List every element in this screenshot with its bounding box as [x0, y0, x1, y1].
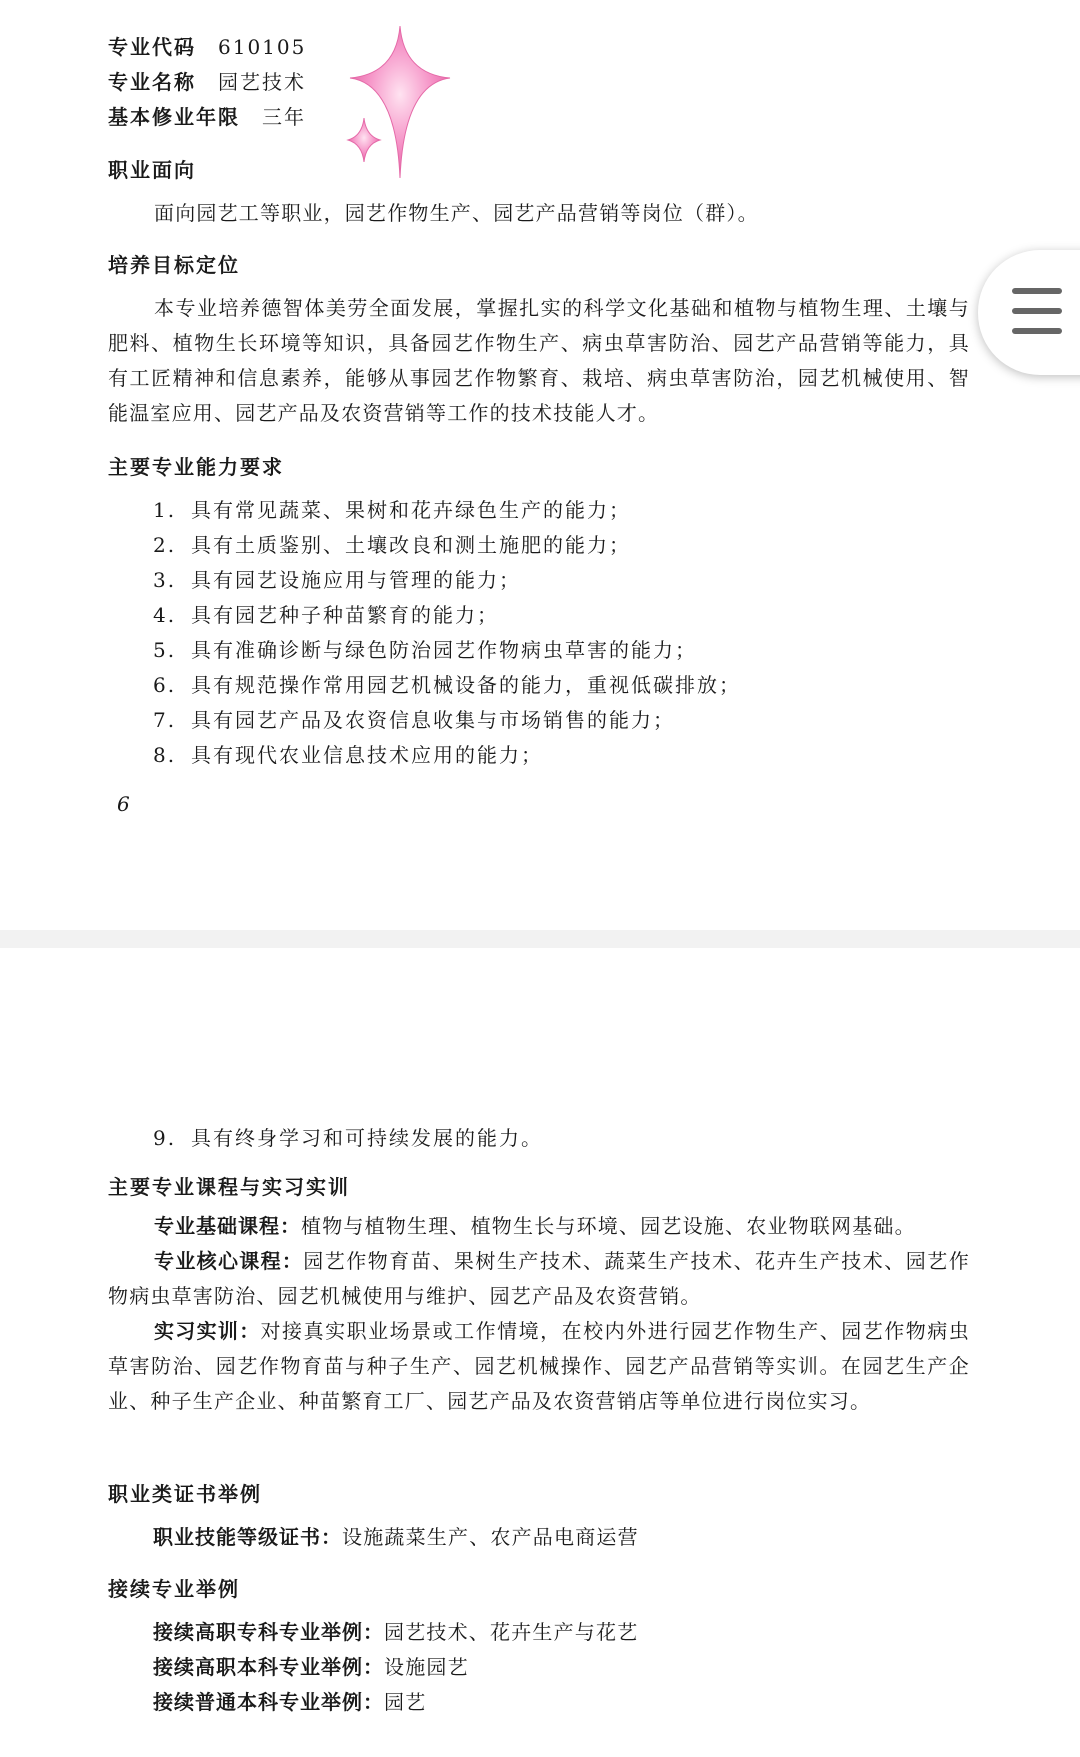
basic-courses: 专业基础课程：植物与植物生理、植物生长与环境、园艺设施、农业物联网基础。 — [154, 1214, 916, 1238]
heading-career: 职业面向 — [108, 158, 196, 182]
list-item: 6. 具有规范操作常用园艺机械设备的能力，重视低碳排放； — [153, 673, 741, 697]
goal-text: 本专业培养德智体美劳全面发展，掌握扎实的科学文化基础和植物与植物生理、土壤与肥料、植物生长环境等知识，具备园艺作物生产、病虫草害防治、园艺产品营销等能力，具有工匠精神和信息素养，能够从事园艺作物繁育、栽培、病虫草害防治，园艺机械使用、智能温室应用、园艺产品及农资营销等工作的技术技能人才。 — [108, 296, 970, 425]
continue-item: 接续高职专科专业举例：园艺技术、花卉生产与花艺 — [153, 1620, 639, 1644]
page-number: 6 — [117, 792, 130, 816]
list-item: 8. 具有现代农业信息技术应用的能力； — [153, 743, 543, 767]
list-item: 4. 具有园艺种子种苗繁育的能力； — [153, 603, 499, 627]
list-item: 2. 具有土质鉴别、土壤改良和测土施肥的能力； — [153, 533, 631, 557]
ability-list — [153, 493, 741, 773]
heading-courses: 主要专业课程与实习实训 — [108, 1175, 350, 1199]
certificate-line: 职业技能等级证书：设施蔬菜生产、农产品电商运营 — [153, 1525, 639, 1549]
list-item: 5. 具有准确诊断与绿色防治园艺作物病虫草害的能力； — [153, 638, 697, 662]
meta-name: 专业名称 园艺技术 — [108, 70, 306, 94]
meta-code: 专业代码 610105 — [108, 35, 307, 59]
list-item: 1. 具有常见蔬菜、果树和花卉绿色生产的能力； — [153, 498, 631, 522]
list-item: 7. 具有园艺产品及农资信息收集与市场销售的能力； — [153, 708, 675, 732]
core-courses: 专业核心课程：园艺作物育苗、果树生产技术、蔬菜生产技术、花卉生产技术、园艺作物病虫草害防治、园艺机械使用与维护、园艺产品及农资营销。 — [108, 1249, 970, 1308]
list-item: 3. 具有园艺设施应用与管理的能力； — [153, 568, 521, 592]
meta-duration: 基本修业年限 三年 — [108, 105, 306, 129]
continue-item: 接续高职本科专业举例：设施园艺 — [153, 1655, 469, 1679]
ability-item-9: 9. 具有终身学习和可持续发展的能力。 — [153, 1126, 543, 1150]
document-page-2 — [0, 948, 1080, 1757]
continue-item: 接续普通本科专业举例：园艺 — [153, 1690, 427, 1714]
heading-continue: 接续专业举例 — [108, 1577, 240, 1601]
heading-goal: 培养目标定位 — [108, 253, 240, 277]
heading-abilities: 主要专业能力要求 — [108, 455, 284, 479]
career-text: 面向园艺工等职业，园艺作物生产、园艺产品营销等岗位（群）。 — [154, 201, 759, 225]
practice-training: 实习实训：对接真实职业场景或工作情境，在校内外进行园艺作物生产、园艺作物病虫草害防治、园艺作物育苗与种子生产、园艺机械操作、园艺产品营销等实训。在园艺生产企业、种子生产企业、种苗繁育工厂、园艺产品及农资营销店等单位进行岗位实习。 — [108, 1319, 970, 1413]
sparkle-sticker-icon — [340, 22, 460, 182]
heading-certificates: 职业类证书举例 — [108, 1482, 262, 1506]
page-separator — [0, 930, 1080, 948]
